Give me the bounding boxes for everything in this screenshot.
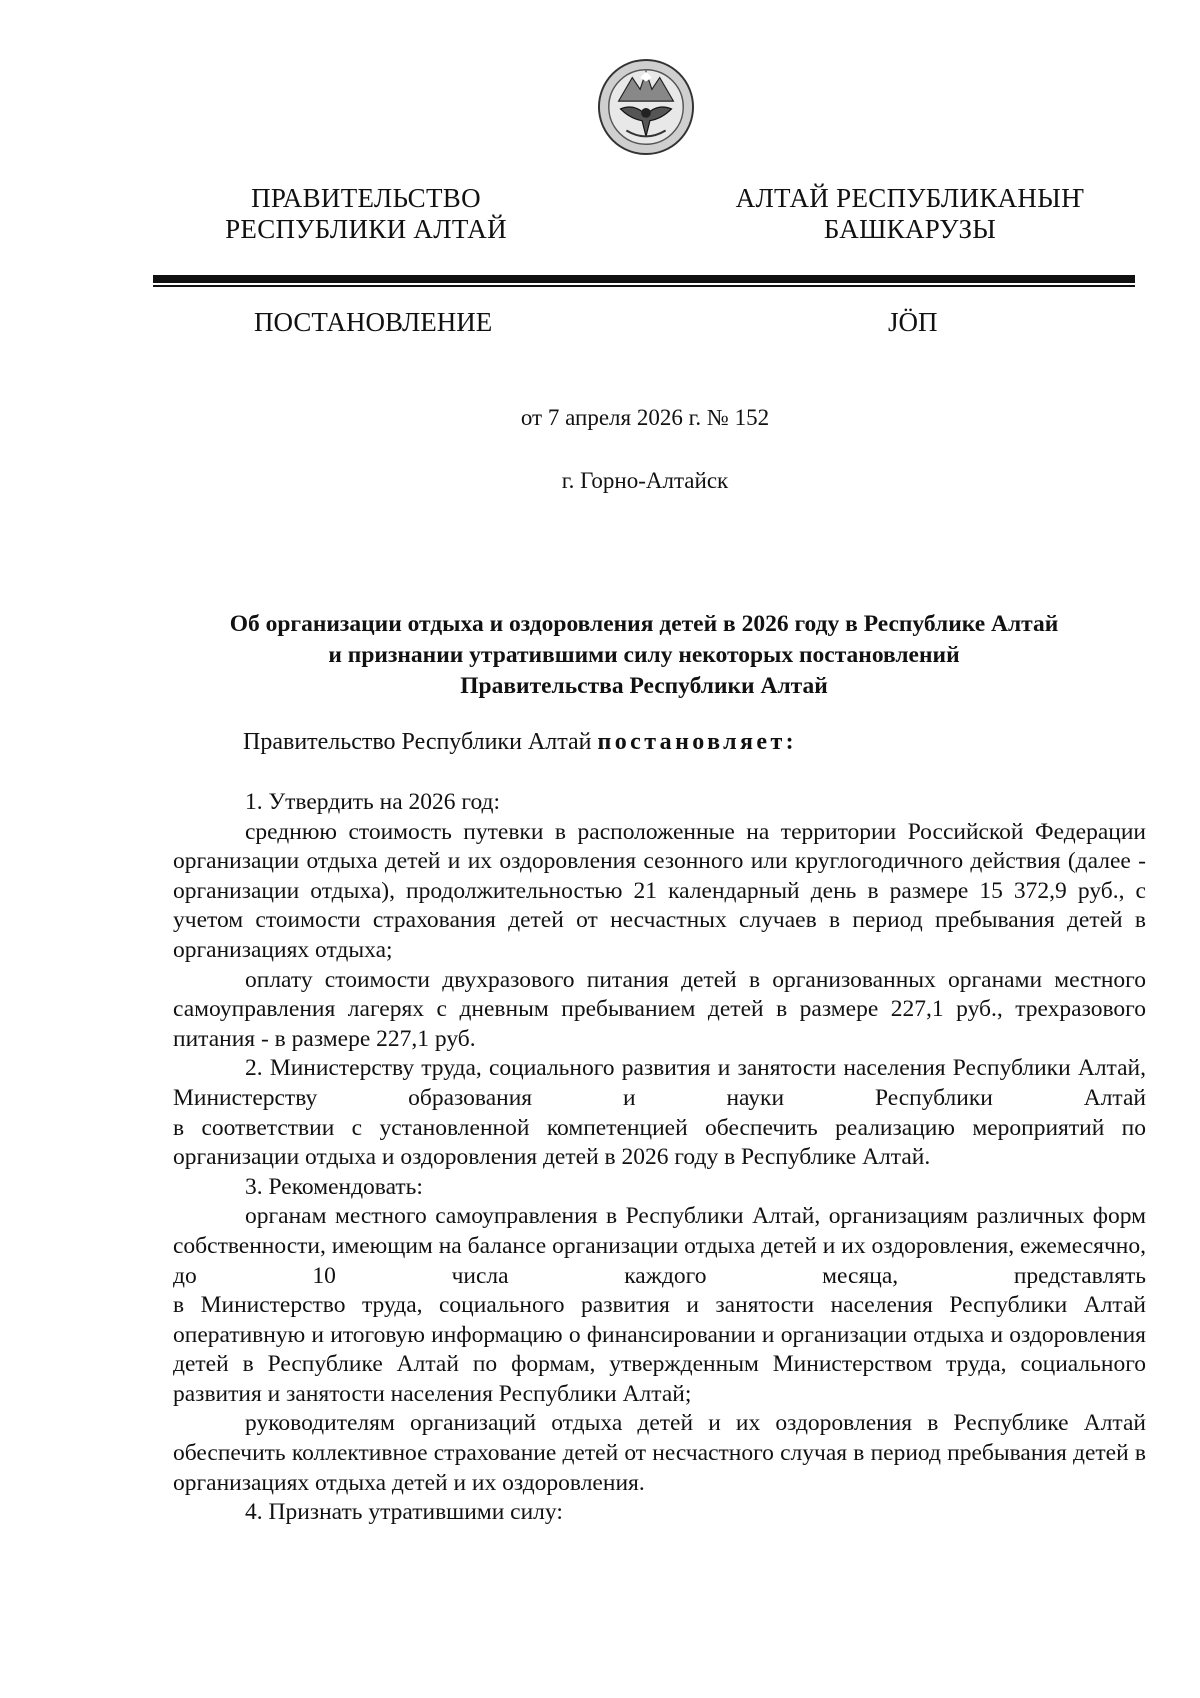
government-name-altai [730, 183, 1090, 245]
paragraph: в соответствии с установленной компетенцией обеспечить реализацию мероприятий по организации отдыха и оздоровления детей в 2026 году в Республике Алтай. [173, 1114, 1146, 1171]
title-line3: Правительства Республики Алтай [460, 673, 828, 699]
header-right-line2: БАШКАРУЗЫ [823, 214, 997, 244]
header-left-line1: ПРАВИТЕЛЬСТВО [251, 183, 481, 213]
paragraph: органам местного самоуправления в Республики Алтай, организациям различных форм собственности, имеющим на балансе организации отдыха детей и их оздоровления, ежемесячно, до 10 числа каждого месяца, представлять [173, 1203, 1146, 1289]
header-divider-thin [153, 285, 1135, 287]
header-left-line2: РЕСПУБЛИКИ АЛТАЙ [225, 214, 507, 244]
government-name-russian [186, 183, 546, 245]
coat-of-arms-emblem-icon [597, 58, 695, 156]
title-line1: Об организации отдыха и оздоровления детей в 2026 году в Республике Алтай [229, 611, 1059, 637]
city: г. Горно-Алтайск [561, 468, 729, 493]
header-right-line1: АЛТАЙ РЕСПУБЛИКАНЫҤ [735, 183, 1085, 213]
doc-type-altai: JÖП [888, 307, 938, 337]
preamble-text: Правительство Республики Алтай [243, 729, 598, 755]
preamble [243, 727, 797, 757]
document-title [153, 609, 1135, 702]
paragraph: среднюю стоимость путевки в расположенные на территории Российской Федерации организации отдыха детей и их оздоровления сезонного или круглогодичного действия (далее - организации отдыха), продолжительностью 21 календарный день в размере 15 372,9 руб., с учетом стоимости страхования детей от несчастных случаев в период пребывания детей в организациях отдыха; [173, 818, 1146, 963]
title-line2: и признании утратившими силу некоторых постановлений [328, 642, 960, 668]
document-body [173, 788, 1146, 1528]
paragraph: 4. Признать утратившими силу: [245, 1499, 563, 1526]
paragraph: 1. Утвердить на 2026 год: [245, 789, 501, 815]
paragraph: 3. Рекомендовать: [245, 1173, 423, 1200]
paragraph: в Министерство труда, социального развития и занятости населения Республики Алтай оперативную и итоговую информацию о финансировании и организации отдыха и оздоровления детей в Республике Алтай по формам, утвержденным Министерством труда, социального развития и занятости населения Республики Алтай; [173, 1292, 1146, 1407]
paragraph: 2. Министерству труда, социального развития и занятости населения Республики Алтай, Министерству образования и науки Республики Алтай [173, 1055, 1146, 1111]
paragraph: оплату стоимости двухразового питания детей в организованных органами местного самоуправления лагерях с дневным пребыванием детей в размере 227,1 руб., трехразового питания - в размере 227,1 руб. [173, 966, 1146, 1052]
doc-type-russian: ПОСТАНОВЛЕНИЕ [254, 307, 493, 337]
date-and-number: от 7 апреля 2026 г. № 152 [520, 405, 770, 430]
preamble-emphasis: постановляет: [597, 729, 798, 755]
header-divider-thick [153, 275, 1135, 283]
paragraph: руководителям организаций отдыха детей и их оздоровления в Республике Алтай обеспечить коллективное страхование детей от несчастного случая в период пребывания детей в организациях отдыха детей и их оздоровления. [173, 1410, 1146, 1496]
